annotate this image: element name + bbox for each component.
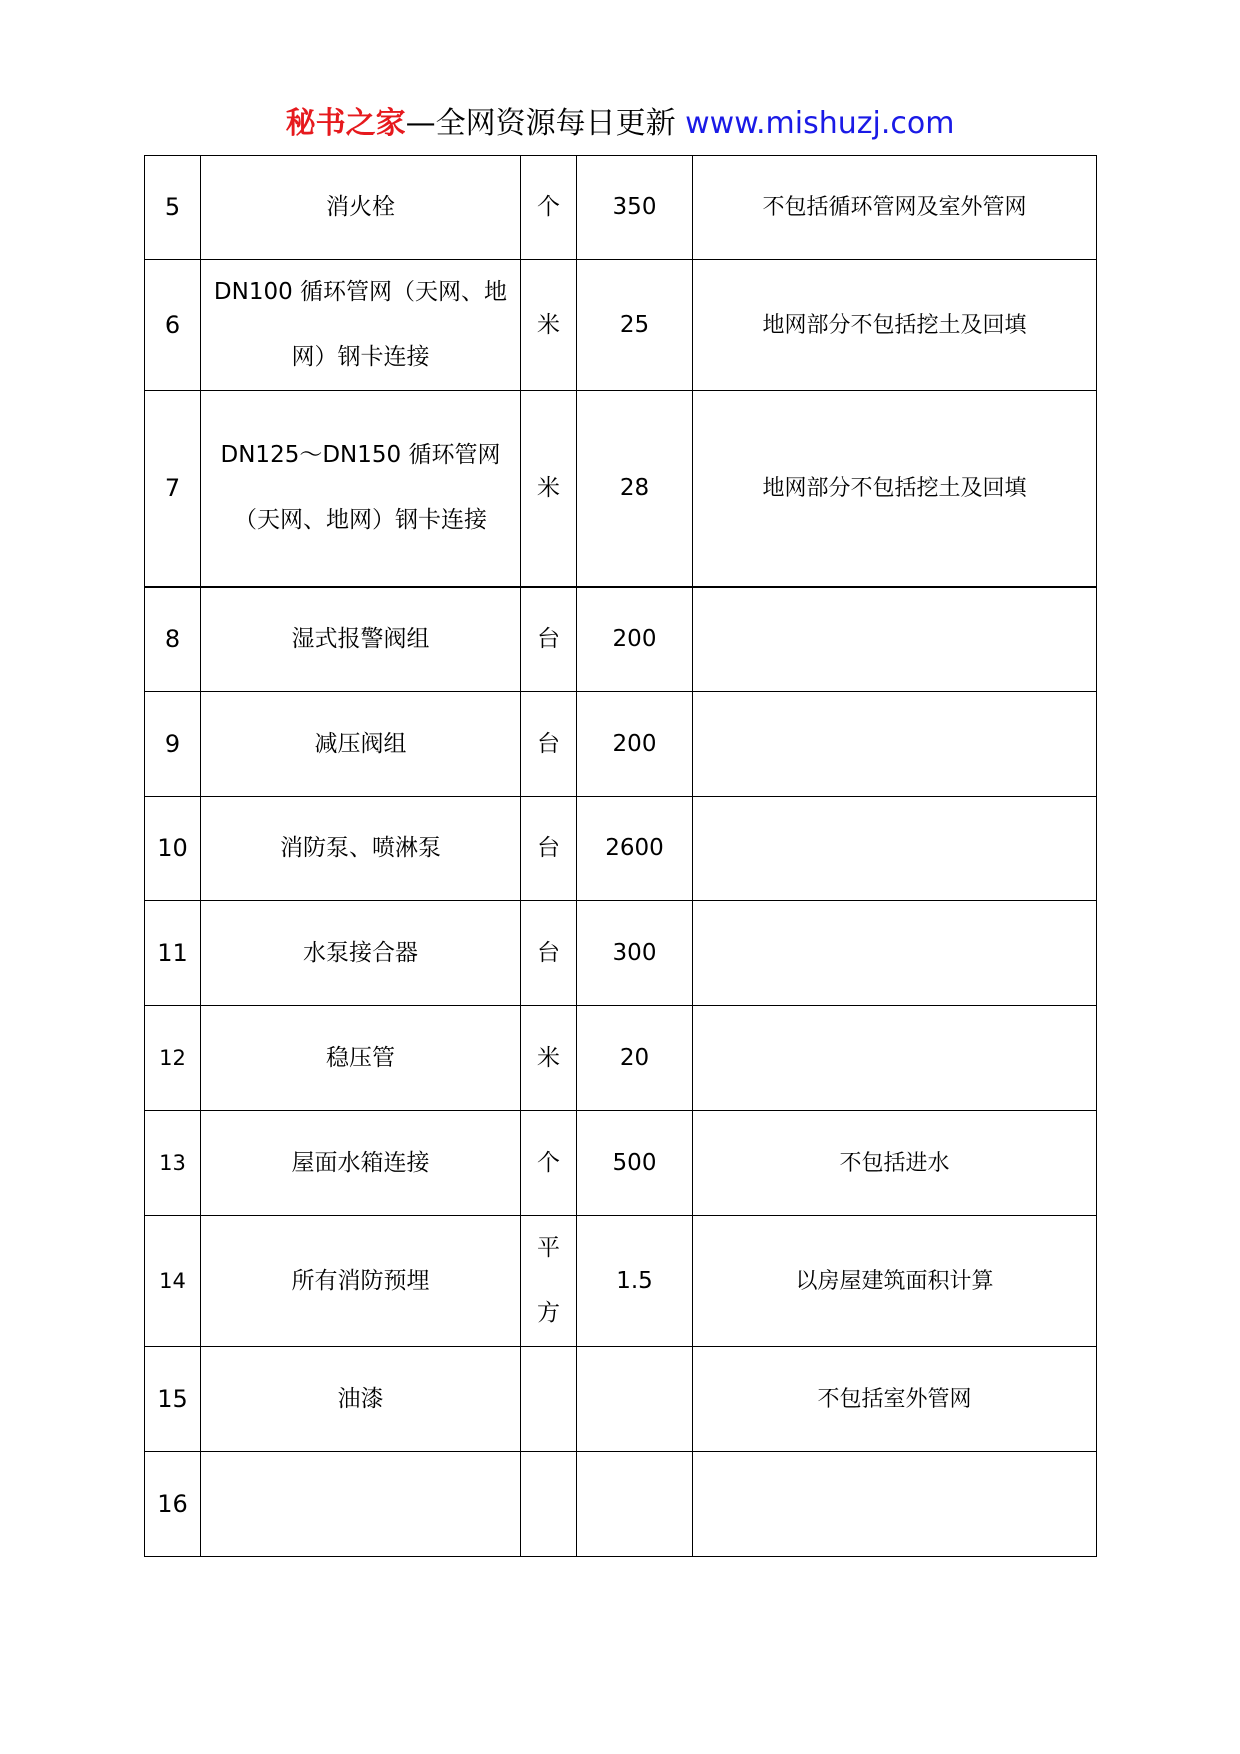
- unit-cell: [521, 1452, 577, 1557]
- unit-cell: 平方: [521, 1216, 577, 1347]
- price-cell: 2600: [577, 797, 693, 901]
- table-row: [145, 692, 1097, 797]
- remark-cell: [693, 692, 1097, 797]
- item-name: 稳压管: [201, 1006, 521, 1111]
- price-cell: 200: [577, 692, 693, 797]
- table-row: [145, 260, 1097, 391]
- row-number: 13: [145, 1111, 201, 1216]
- item-name: 油漆: [201, 1347, 521, 1452]
- price-cell: [577, 1347, 693, 1452]
- unit-cell: [521, 1347, 577, 1452]
- table-row: [145, 587, 1097, 692]
- remark-cell: 不包括室外管网: [693, 1347, 1097, 1452]
- price-table: [144, 155, 1097, 1557]
- table-row: [145, 1452, 1097, 1557]
- remark-cell: 地网部分不包括挖土及回填: [693, 391, 1097, 587]
- item-name: DN125～DN150 循环管网（天网、地网）钢卡连接: [201, 391, 521, 587]
- row-number: 6: [145, 260, 201, 391]
- unit-cell: 台: [521, 797, 577, 901]
- row-number: 10: [145, 797, 201, 901]
- row-number: 16: [145, 1452, 201, 1557]
- item-name: DN100 循环管网（天网、地网）钢卡连接: [201, 260, 521, 391]
- price-cell: 500: [577, 1111, 693, 1216]
- price-cell: 1.5: [577, 1216, 693, 1347]
- row-number: 12: [145, 1006, 201, 1111]
- remark-cell: [693, 1006, 1097, 1111]
- remark-cell: 以房屋建筑面积计算: [693, 1216, 1097, 1347]
- remark-cell: 不包括循环管网及室外管网: [693, 156, 1097, 260]
- remark-cell: 不包括进水: [693, 1111, 1097, 1216]
- remark-cell: [693, 1452, 1097, 1557]
- table-row: [145, 901, 1097, 1006]
- page-header: [0, 100, 1240, 148]
- brand-name: 秘书之家: [285, 106, 406, 141]
- unit-cell: 台: [521, 692, 577, 797]
- remark-cell: [693, 901, 1097, 1006]
- site-url[interactable]: www.mishuzj.com: [685, 106, 955, 141]
- row-number: 7: [145, 391, 201, 587]
- price-cell: 20: [577, 1006, 693, 1111]
- unit-cell: 米: [521, 260, 577, 391]
- price-cell: 300: [577, 901, 693, 1006]
- row-number: 9: [145, 692, 201, 797]
- unit-cell: 个: [521, 156, 577, 260]
- unit-cell: 台: [521, 901, 577, 1006]
- unit-cell: 台: [521, 587, 577, 692]
- row-number: 5: [145, 156, 201, 260]
- table-row: [145, 156, 1097, 260]
- remark-cell: [693, 797, 1097, 901]
- price-cell: 200: [577, 587, 693, 692]
- table-row: [145, 797, 1097, 901]
- item-name: [201, 1452, 521, 1557]
- row-number: 14: [145, 1216, 201, 1347]
- table-row: [145, 391, 1097, 587]
- price-cell: 28: [577, 391, 693, 587]
- row-number: 8: [145, 587, 201, 692]
- item-name: 所有消防预埋: [201, 1216, 521, 1347]
- unit-cell: 米: [521, 391, 577, 587]
- row-number: 15: [145, 1347, 201, 1452]
- header-tagline: —全网资源每日更新: [405, 106, 686, 141]
- row-number: 11: [145, 901, 201, 1006]
- unit-cell: 个: [521, 1111, 577, 1216]
- remark-cell: [693, 587, 1097, 692]
- price-cell: 25: [577, 260, 693, 391]
- item-name: 湿式报警阀组: [201, 587, 521, 692]
- unit-cell: 米: [521, 1006, 577, 1111]
- table-row: [145, 1006, 1097, 1111]
- item-name: 消防泵、喷淋泵: [201, 797, 521, 901]
- price-cell: [577, 1452, 693, 1557]
- price-cell: 350: [577, 156, 693, 260]
- item-name: 屋面水箱连接: [201, 1111, 521, 1216]
- table-row: [145, 1216, 1097, 1347]
- item-name: 水泵接合器: [201, 901, 521, 1006]
- remark-cell: 地网部分不包括挖土及回填: [693, 260, 1097, 391]
- item-name: 消火栓: [201, 156, 521, 260]
- table-row: [145, 1111, 1097, 1216]
- table-row: [145, 1347, 1097, 1452]
- item-name: 减压阀组: [201, 692, 521, 797]
